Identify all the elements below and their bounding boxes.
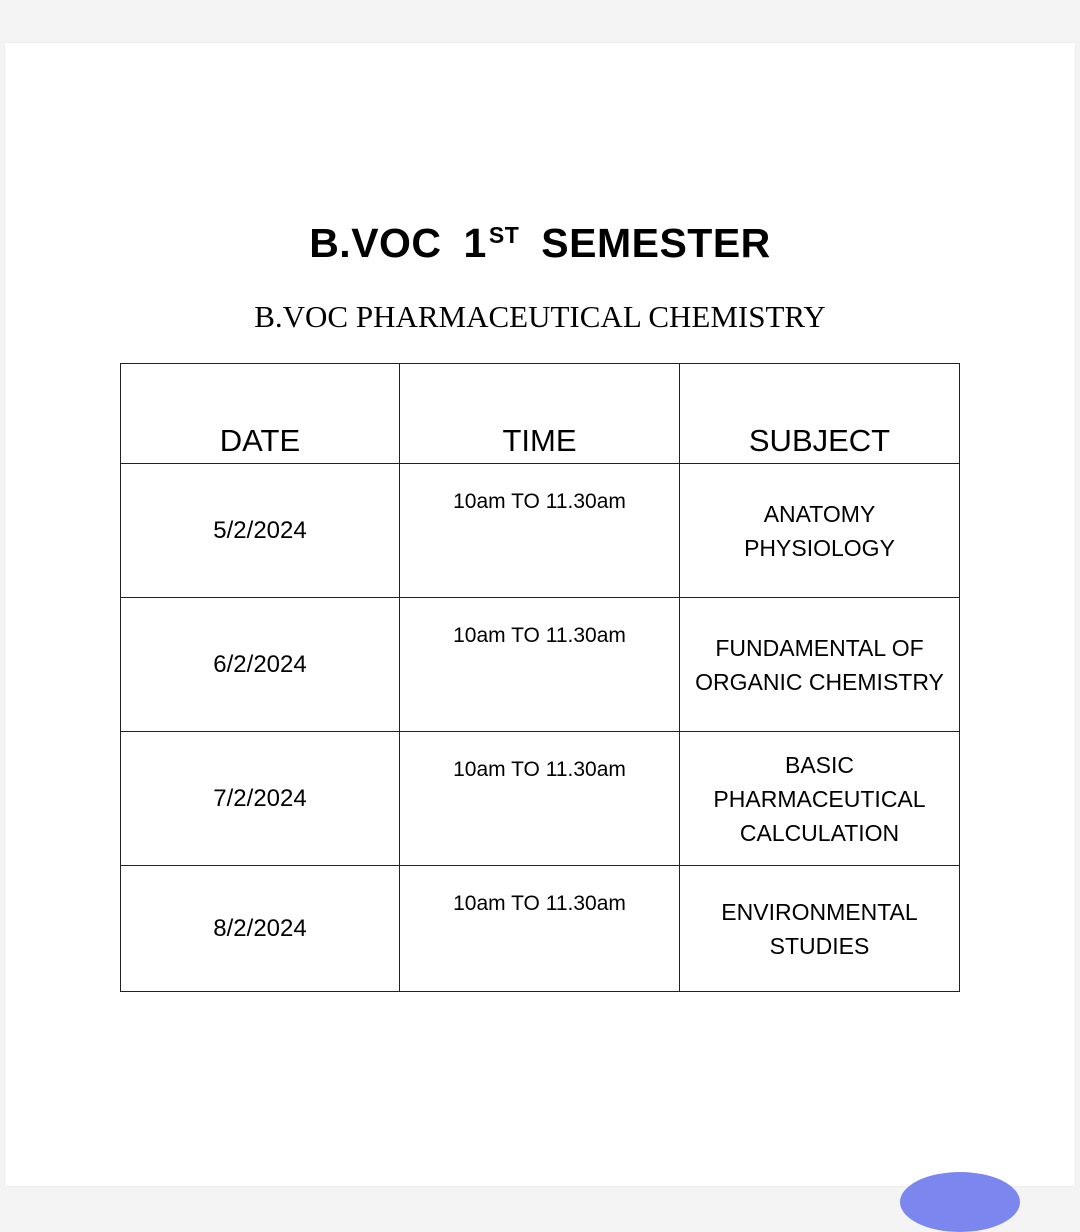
subject-line: STUDIES xyxy=(769,932,870,959)
date-cell: 5/2/2024 xyxy=(121,464,400,598)
time-text: 10am TO 11.30am xyxy=(453,490,626,513)
subject-line: FUNDAMENTAL OF xyxy=(715,634,924,661)
table-header-row xyxy=(121,364,960,464)
page-title xyxy=(0,220,1080,267)
exam-schedule-table xyxy=(120,363,960,992)
subject-line: ENVIRONMENTAL xyxy=(721,898,918,925)
subject-line: BASIC xyxy=(784,751,855,778)
header-date: DATE xyxy=(121,364,400,464)
time-text: 10am TO 11.30am xyxy=(453,624,626,647)
title-semester: SEMESTER xyxy=(541,220,771,266)
subject-cell xyxy=(680,732,960,866)
time-cell xyxy=(400,464,680,598)
subject-line: ANATOMY xyxy=(763,500,876,527)
subject-line: ORGANIC CHEMISTRY xyxy=(695,668,944,695)
date-cell: 8/2/2024 xyxy=(121,866,400,992)
subject-line: PHYSIOLOGY xyxy=(744,534,895,561)
date-cell: 6/2/2024 xyxy=(121,598,400,732)
subject-cell xyxy=(680,598,960,732)
page-subtitle: B.VOC PHARMACEUTICAL CHEMISTRY xyxy=(254,299,826,334)
table-row xyxy=(121,732,960,866)
subject-cell xyxy=(680,464,960,598)
time-cell xyxy=(400,866,680,992)
header-subject: SUBJECT xyxy=(680,364,960,464)
time-text: 10am TO 11.30am xyxy=(453,892,626,915)
subject-cell xyxy=(680,866,960,992)
table-row xyxy=(121,598,960,732)
floating-action-button[interactable] xyxy=(900,1172,1020,1232)
time-cell xyxy=(400,732,680,866)
time-text: 10am TO 11.30am xyxy=(453,758,626,781)
header-time: TIME xyxy=(400,364,680,464)
title-number: 1 xyxy=(463,220,487,266)
title-ordinal-suffix: ST xyxy=(488,222,520,248)
time-cell xyxy=(400,598,680,732)
date-cell: 7/2/2024 xyxy=(121,732,400,866)
table-row xyxy=(121,464,960,598)
subject-line: CALCULATION xyxy=(739,819,900,846)
subject-line: PHARMACEUTICAL xyxy=(713,785,926,812)
table-row xyxy=(121,866,960,992)
title-program: B.VOC xyxy=(309,220,442,266)
